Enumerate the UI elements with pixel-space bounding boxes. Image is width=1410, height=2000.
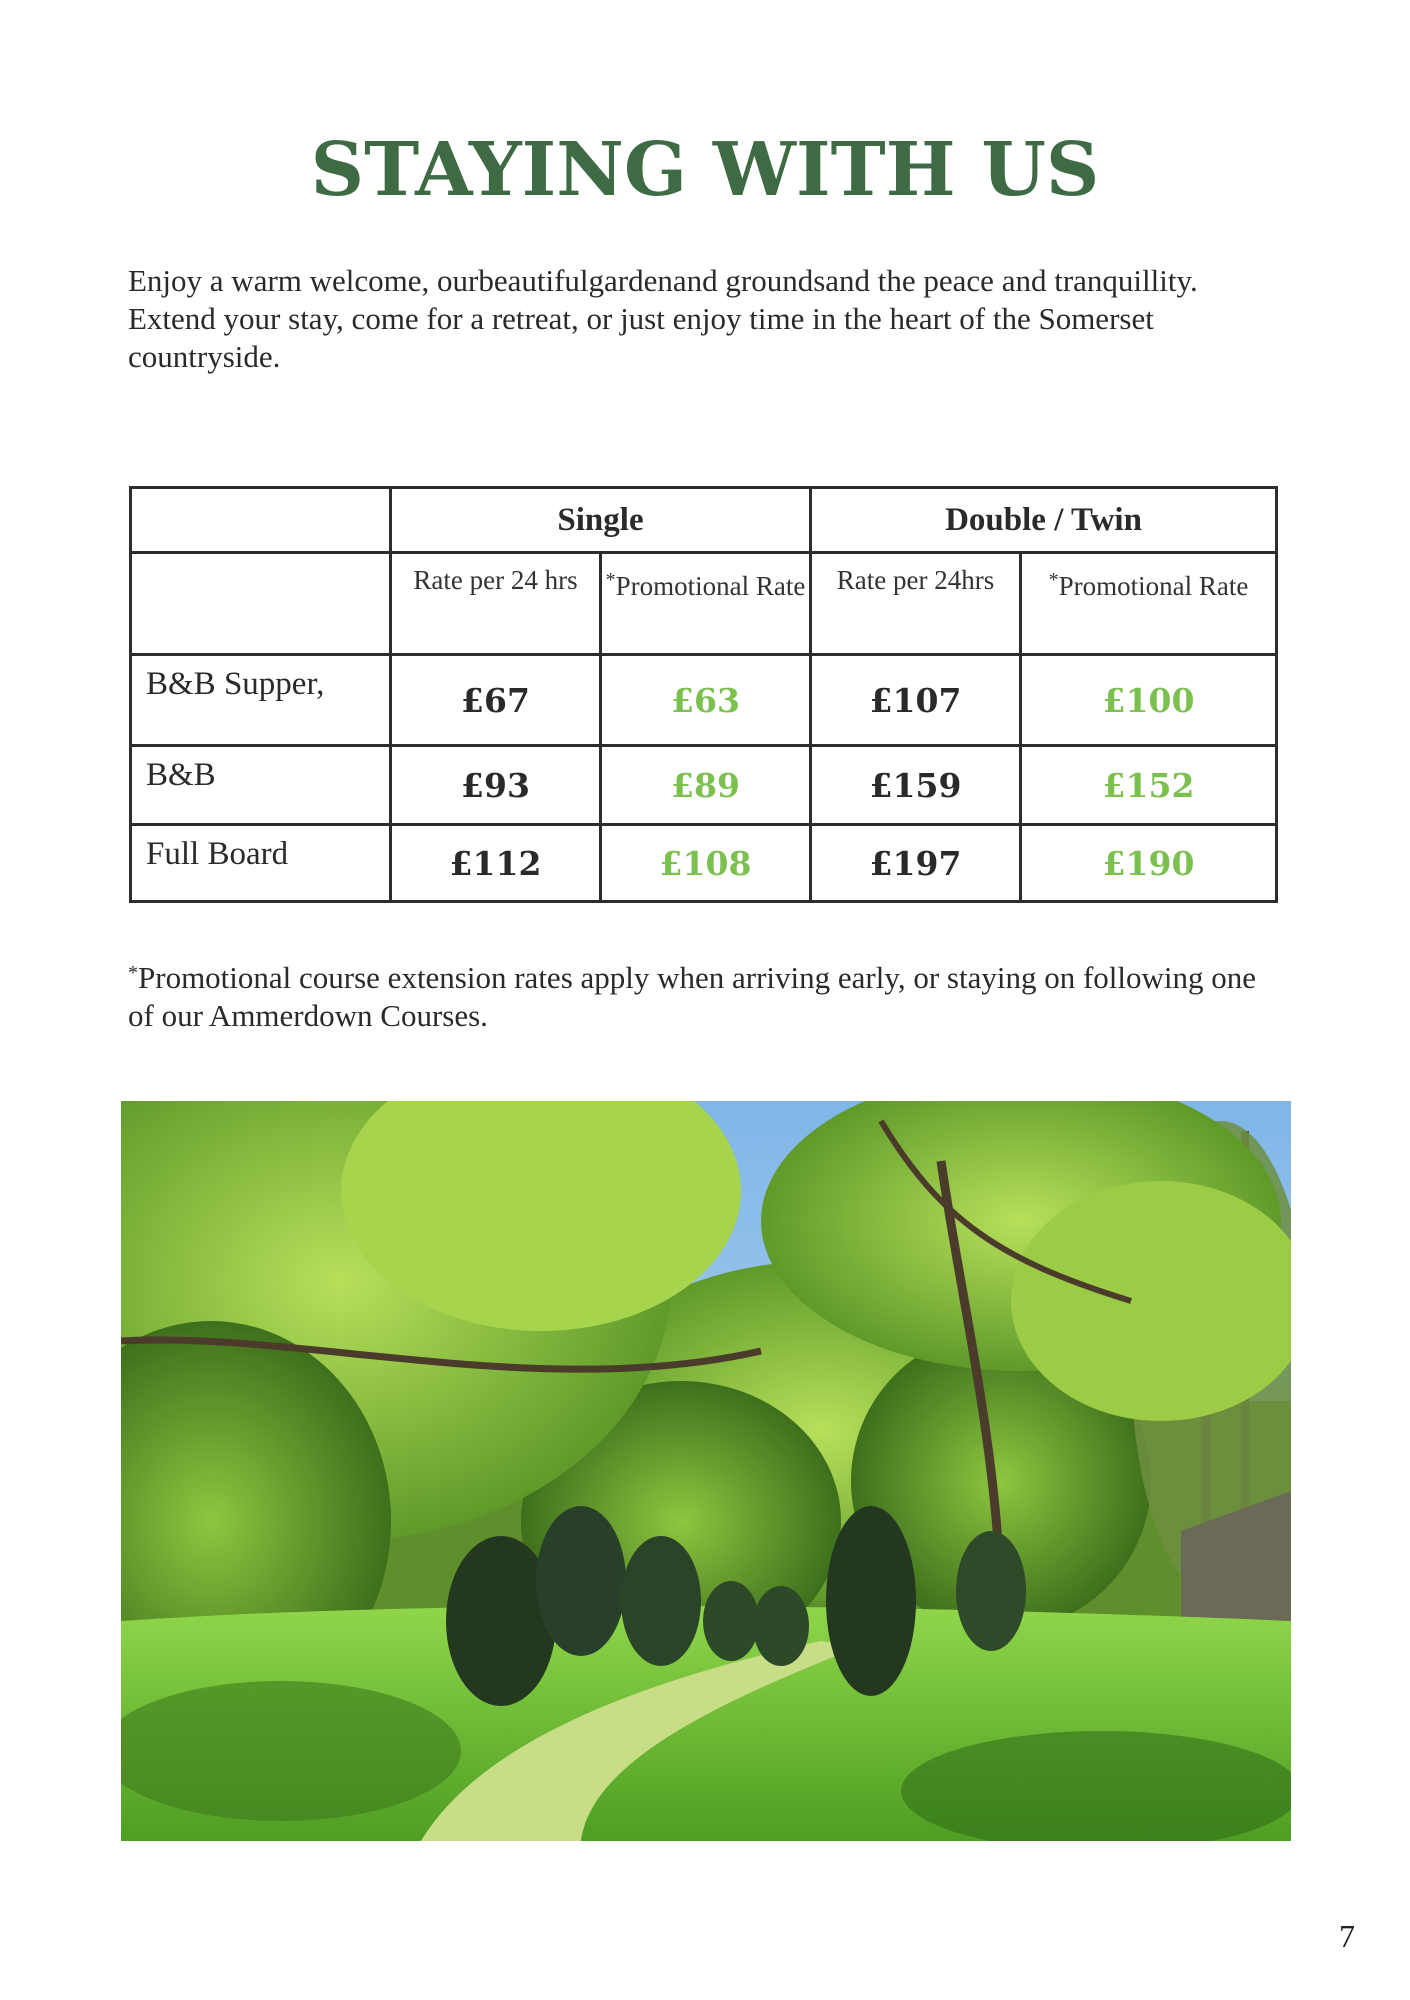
footnote-text: Promotional course extension rates apply when arriving early, or staying on following one of our Ammerdown Courses. — [128, 960, 1257, 1033]
table-row — [131, 825, 1277, 902]
single-rate-value: £67 — [391, 655, 601, 746]
row-label: Full Board — [131, 825, 391, 902]
single-rate-value: £112 — [391, 825, 601, 902]
page-title: STAYING WITH US — [310, 127, 1100, 213]
group-header-single: Single — [391, 488, 811, 553]
group-header-double: Double / Twin — [811, 488, 1277, 553]
subheader-row — [131, 553, 1277, 655]
single-promo-value: £89 — [601, 746, 811, 825]
double-rate-value: £107 — [811, 655, 1021, 746]
subheader-single-promo — [601, 553, 811, 655]
asterisk-mark: * — [605, 569, 616, 591]
group-header-row — [131, 488, 1277, 553]
intro-paragraph: Enjoy a warm welcome, ourbeautifulgardenand groundsand the peace and tranquillity. Extend your stay, come for a retreat, or just enjoy time in the heart of the Somerset countryside. — [128, 263, 1198, 374]
asterisk-mark: * — [128, 962, 138, 984]
rates-table — [129, 486, 1278, 903]
empty-header-cell — [131, 488, 391, 553]
row-label: B&B — [131, 746, 391, 825]
subheader-single-rate: Rate per 24 hrs — [391, 553, 601, 655]
single-rate-value: £93 — [391, 746, 601, 825]
single-promo-value: £63 — [601, 655, 811, 746]
double-rate-value: £159 — [811, 746, 1021, 825]
page-number: 7 — [1339, 1918, 1355, 1954]
table-row — [131, 655, 1277, 746]
asterisk-mark: * — [1048, 569, 1059, 591]
row-label: B&B Supper, — [131, 655, 391, 746]
subheader-double-rate: Rate per 24hrs — [811, 553, 1021, 655]
footnote — [128, 954, 1278, 1035]
subheader-double-promo — [1021, 553, 1277, 655]
subheader-double-promo-label: Promotional Rate — [1058, 571, 1249, 601]
table-row — [131, 746, 1277, 825]
double-rate-value: £197 — [811, 825, 1021, 902]
double-promo-value: £100 — [1021, 655, 1277, 746]
empty-subheader-cell — [131, 553, 391, 655]
garden-photo — [121, 1101, 1291, 1841]
double-promo-value: £190 — [1021, 825, 1277, 902]
subheader-single-promo-label: Promotional Rate — [615, 571, 806, 601]
single-promo-value: £108 — [601, 825, 811, 902]
garden-photo-illustration — [121, 1101, 1291, 1841]
double-promo-value: £152 — [1021, 746, 1277, 825]
